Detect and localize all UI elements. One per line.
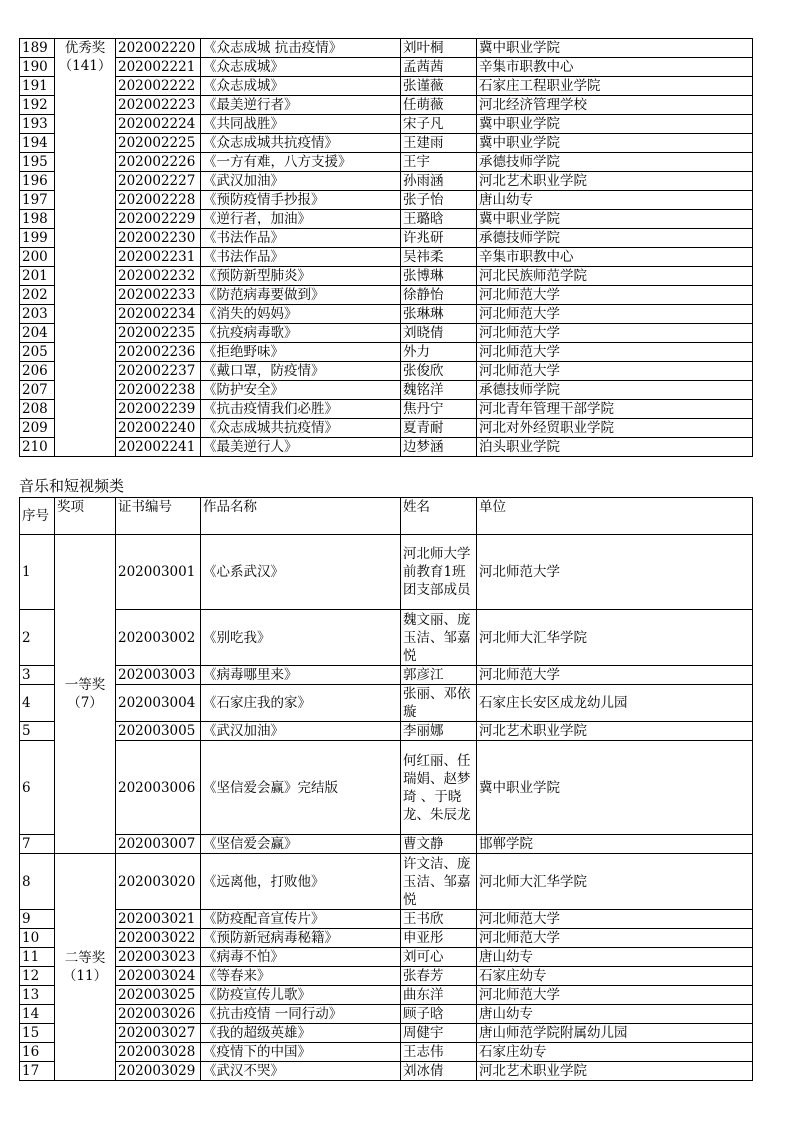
award-second-prize-cell — [55, 854, 116, 1081]
name-cell: 张丽、邓依璇 — [401, 685, 477, 722]
table-row — [20, 153, 753, 172]
serial-number-cell: 195 — [20, 153, 55, 172]
work-title-cell: 《防范病毒要做到》 — [201, 286, 401, 305]
name-cell: 周健宇 — [401, 1024, 477, 1043]
serial-number-cell: 205 — [20, 343, 55, 362]
organization-cell: 石家庄幼专 — [477, 967, 753, 986]
table-row — [20, 172, 753, 191]
table-row — [20, 134, 753, 153]
table-row — [20, 229, 753, 248]
organization-cell: 河北师范大学 — [477, 324, 753, 343]
certificate-number-cell: 202002222 — [116, 77, 201, 96]
table-row — [20, 929, 753, 948]
organization-cell: 冀中职业学院 — [477, 134, 753, 153]
certificate-number-cell: 202003029 — [116, 1062, 201, 1081]
work-title-cell: 《防疫宣传儿歌》 — [201, 986, 401, 1005]
award-label: 优秀奖 — [64, 40, 106, 56]
serial-number-cell: 209 — [20, 419, 55, 438]
table-row — [20, 835, 753, 854]
certificate-number-cell: 202003026 — [116, 1005, 201, 1024]
organization-cell: 河北师范大学 — [477, 666, 753, 685]
work-title-cell: 《众志成城》 — [201, 58, 401, 77]
organization-cell: 冀中职业学院 — [477, 115, 753, 134]
certificate-number-cell: 202002235 — [116, 324, 201, 343]
organization-cell: 唐山师范学院附属幼儿园 — [477, 1024, 753, 1043]
serial-number-cell: 206 — [20, 362, 55, 381]
serial-number-cell: 7 — [20, 835, 55, 854]
certificate-number-cell: 202003005 — [116, 722, 201, 741]
organization-cell: 河北师范大学 — [477, 362, 753, 381]
certificate-number-cell: 202002230 — [116, 229, 201, 248]
work-title-cell: 《众志成城》 — [201, 77, 401, 96]
table-row — [20, 381, 753, 400]
serial-number-cell: 10 — [20, 929, 55, 948]
organization-cell: 河北艺术职业学院 — [477, 1062, 753, 1081]
certificate-number-cell: 202002240 — [116, 419, 201, 438]
award-level-cell — [55, 39, 116, 457]
serial-number-cell: 9 — [20, 910, 55, 929]
serial-number-cell: 12 — [20, 967, 55, 986]
header-cell: 作品名称 — [201, 498, 401, 535]
award-table-music-video — [19, 497, 753, 1081]
serial-number-cell: 192 — [20, 96, 55, 115]
certificate-number-cell: 202003028 — [116, 1043, 201, 1062]
certificate-number-cell: 202002238 — [116, 381, 201, 400]
certificate-number-cell: 202002229 — [116, 210, 201, 229]
organization-cell: 辛集市职教中心 — [477, 58, 753, 77]
table-row — [20, 58, 753, 77]
name-cell: 任萌薇 — [401, 96, 477, 115]
work-title-cell: 《一方有难，八方支援》 — [201, 153, 401, 172]
name-cell: 申亚彤 — [401, 929, 477, 948]
name-cell: 徐静怡 — [401, 286, 477, 305]
name-cell: 李丽娜 — [401, 722, 477, 741]
work-title-cell: 《最美逆行人》 — [201, 438, 401, 457]
work-title-cell: 《消失的妈妈》 — [201, 305, 401, 324]
certificate-number-cell: 202002234 — [116, 305, 201, 324]
organization-cell: 石家庄幼专 — [477, 1043, 753, 1062]
certificate-number-cell: 202003025 — [116, 986, 201, 1005]
name-cell: 张博琳 — [401, 267, 477, 286]
serial-number-cell: 208 — [20, 400, 55, 419]
name-cell: 边梦涵 — [401, 438, 477, 457]
certificate-number-cell: 202003004 — [116, 685, 201, 722]
organization-cell: 河北艺术职业学院 — [477, 172, 753, 191]
serial-number-cell: 13 — [20, 986, 55, 1005]
table-row — [20, 286, 753, 305]
award-label: 一等奖 — [64, 677, 106, 693]
header-cell: 姓名 — [401, 498, 477, 535]
certificate-number-cell: 202002237 — [116, 362, 201, 381]
serial-number-cell: 14 — [20, 1005, 55, 1024]
work-title-cell: 《防疫配音宣传片》 — [201, 910, 401, 929]
certificate-number-cell: 202002232 — [116, 267, 201, 286]
serial-number-cell: 210 — [20, 438, 55, 457]
award-count: （7） — [67, 695, 103, 711]
work-title-cell: 《共同战胜》 — [201, 115, 401, 134]
organization-cell: 承德技师学院 — [477, 229, 753, 248]
name-cell: 夏青耐 — [401, 419, 477, 438]
name-cell: 焦丹宁 — [401, 400, 477, 419]
work-title-cell: 《坚信爱会赢》 — [201, 835, 401, 854]
certificate-number-cell: 202002220 — [116, 39, 201, 58]
table-row — [20, 610, 753, 666]
work-title-cell: 《预防疫情手抄报》 — [201, 191, 401, 210]
name-cell: 张子怡 — [401, 191, 477, 210]
table-row — [20, 305, 753, 324]
work-title-cell: 《戴口罩，防疫情》 — [201, 362, 401, 381]
work-title-cell: 《等春来》 — [201, 967, 401, 986]
header-cell: 奖项 — [55, 498, 116, 535]
name-cell: 魏铭洋 — [401, 381, 477, 400]
organization-cell: 冀中职业学院 — [477, 210, 753, 229]
certificate-number-cell: 202002221 — [116, 58, 201, 77]
serial-number-cell: 190 — [20, 58, 55, 77]
work-title-cell: 《武汉加油》 — [201, 172, 401, 191]
organization-cell: 唐山幼专 — [477, 191, 753, 210]
name-cell: 王璐晗 — [401, 210, 477, 229]
organization-cell: 河北青年管理干部学院 — [477, 400, 753, 419]
certificate-number-cell: 202003003 — [116, 666, 201, 685]
work-title-cell: 《病毒不怕》 — [201, 948, 401, 967]
serial-number-cell: 203 — [20, 305, 55, 324]
certificate-number-cell: 202002236 — [116, 343, 201, 362]
certificate-number-cell: 202003023 — [116, 948, 201, 967]
header-cell: 单位 — [477, 498, 753, 535]
work-title-cell: 《别吃我》 — [201, 610, 401, 666]
award-count: （141） — [58, 58, 112, 74]
organization-cell: 河北师大汇华学院 — [477, 854, 753, 910]
work-title-cell: 《众志成城共抗疫情》 — [201, 134, 401, 153]
table-row — [20, 666, 753, 685]
serial-number-cell: 194 — [20, 134, 55, 153]
name-cell: 张谨薇 — [401, 77, 477, 96]
table-row — [20, 419, 753, 438]
table-row — [20, 722, 753, 741]
table-row — [20, 854, 753, 910]
table-row — [20, 741, 753, 835]
serial-number-cell: 202 — [20, 286, 55, 305]
serial-number-cell: 8 — [20, 854, 55, 910]
name-cell: 宋子凡 — [401, 115, 477, 134]
serial-number-cell: 189 — [20, 39, 55, 58]
name-cell: 何红丽、任瑞娟、赵梦琦 、于晓龙、朱辰龙 — [401, 741, 477, 835]
name-cell: 孟茜茜 — [401, 58, 477, 77]
work-title-cell: 《抗击疫情我们必胜》 — [201, 400, 401, 419]
table-row — [20, 1043, 753, 1062]
certificate-number-cell: 202002225 — [116, 134, 201, 153]
organization-cell: 河北对外经贸职业学院 — [477, 419, 753, 438]
certificate-number-cell: 202003001 — [116, 535, 201, 610]
table-row — [20, 343, 753, 362]
table-row — [20, 967, 753, 986]
serial-number-cell: 17 — [20, 1062, 55, 1081]
section-title: 音乐和短视频类 — [19, 477, 125, 495]
serial-number-cell: 15 — [20, 1024, 55, 1043]
organization-cell: 河北师范大学 — [477, 305, 753, 324]
name-cell: 许兆研 — [401, 229, 477, 248]
name-cell: 曲东洋 — [401, 986, 477, 1005]
name-cell: 张琳琳 — [401, 305, 477, 324]
certificate-number-cell: 202003020 — [116, 854, 201, 910]
organization-cell: 泊头职业学院 — [477, 438, 753, 457]
certificate-number-cell: 202002227 — [116, 172, 201, 191]
table-row — [20, 910, 753, 929]
table-row — [20, 1005, 753, 1024]
certificate-number-cell: 202003024 — [116, 967, 201, 986]
serial-number-cell: 197 — [20, 191, 55, 210]
serial-number-cell: 11 — [20, 948, 55, 967]
organization-cell: 河北师范大学 — [477, 535, 753, 610]
serial-number-cell: 199 — [20, 229, 55, 248]
work-title-cell: 《书法作品》 — [201, 229, 401, 248]
organization-cell: 承德技师学院 — [477, 153, 753, 172]
table-row — [20, 248, 753, 267]
serial-number-cell: 201 — [20, 267, 55, 286]
table-row — [20, 96, 753, 115]
serial-number-cell: 4 — [20, 685, 55, 722]
name-cell: 刘晓倩 — [401, 324, 477, 343]
certificate-number-cell: 202003022 — [116, 929, 201, 948]
organization-cell: 河北师范大学 — [477, 910, 753, 929]
name-cell: 张春芳 — [401, 967, 477, 986]
organization-cell: 河北师范大学 — [477, 986, 753, 1005]
table-row — [20, 535, 753, 610]
table-row — [20, 324, 753, 343]
organization-cell: 河北师大汇华学院 — [477, 610, 753, 666]
serial-number-cell: 204 — [20, 324, 55, 343]
table-row — [20, 1024, 753, 1043]
table-row — [20, 948, 753, 967]
serial-number-cell: 16 — [20, 1043, 55, 1062]
work-title-cell: 《武汉加油》 — [201, 722, 401, 741]
certificate-number-cell: 202003027 — [116, 1024, 201, 1043]
award-label: 二等奖 — [64, 950, 106, 966]
work-title-cell: 《疫情下的中国》 — [201, 1043, 401, 1062]
organization-cell: 河北师范大学 — [477, 286, 753, 305]
serial-number-cell: 6 — [20, 741, 55, 835]
certificate-number-cell: 202003006 — [116, 741, 201, 835]
header-cell: 证书编号 — [116, 498, 201, 535]
table-row — [20, 685, 753, 722]
certificate-number-cell: 202003021 — [116, 910, 201, 929]
organization-cell: 唐山幼专 — [477, 948, 753, 967]
organization-cell: 河北经济管理学校 — [477, 96, 753, 115]
work-title-cell: 《最美逆行者》 — [201, 96, 401, 115]
work-title-cell: 《病毒哪里来》 — [201, 666, 401, 685]
name-cell: 吴祎柔 — [401, 248, 477, 267]
award-table-excellence — [19, 38, 753, 457]
organization-cell: 冀中职业学院 — [477, 39, 753, 58]
name-cell: 刘冰倩 — [401, 1062, 477, 1081]
work-title-cell: 《拒绝野味》 — [201, 343, 401, 362]
organization-cell: 河北艺术职业学院 — [477, 722, 753, 741]
certificate-number-cell: 202003002 — [116, 610, 201, 666]
organization-cell: 河北民族师范学院 — [477, 267, 753, 286]
organization-cell: 承德技师学院 — [477, 381, 753, 400]
name-cell: 刘叶桐 — [401, 39, 477, 58]
name-cell: 郭彦江 — [401, 666, 477, 685]
certificate-number-cell: 202002239 — [116, 400, 201, 419]
work-title-cell: 《预防新型肺炎》 — [201, 267, 401, 286]
work-title-cell: 《抗疫病毒歌》 — [201, 324, 401, 343]
organization-cell: 石家庄长安区成龙幼儿园 — [477, 685, 753, 722]
serial-number-cell: 198 — [20, 210, 55, 229]
table-row — [20, 438, 753, 457]
award-count: （11） — [62, 968, 108, 984]
organization-cell: 辛集市职教中心 — [477, 248, 753, 267]
organization-cell: 河北师范大学 — [477, 343, 753, 362]
certificate-number-cell: 202003007 — [116, 835, 201, 854]
name-cell: 外力 — [401, 343, 477, 362]
table-row — [20, 39, 753, 58]
table-row — [20, 400, 753, 419]
name-cell: 刘可心 — [401, 948, 477, 967]
award-first-prize-cell — [55, 535, 116, 854]
serial-number-cell: 200 — [20, 248, 55, 267]
certificate-number-cell: 202002224 — [116, 115, 201, 134]
name-cell: 王志伟 — [401, 1043, 477, 1062]
certificate-number-cell: 202002223 — [116, 96, 201, 115]
certificate-number-cell: 202002228 — [116, 191, 201, 210]
work-title-cell: 《我的超级英雄》 — [201, 1024, 401, 1043]
serial-number-cell: 1 — [20, 535, 55, 610]
table-row — [20, 115, 753, 134]
table-body — [20, 498, 753, 1081]
name-cell: 河北师大学前教育1班团支部成员 — [401, 535, 477, 610]
serial-number-cell: 207 — [20, 381, 55, 400]
name-cell: 王建雨 — [401, 134, 477, 153]
serial-number-cell: 191 — [20, 77, 55, 96]
organization-cell: 河北师范大学 — [477, 929, 753, 948]
table-row — [20, 1062, 753, 1081]
name-cell: 曹文静 — [401, 835, 477, 854]
work-title-cell: 《心系武汉》 — [201, 535, 401, 610]
work-title-cell: 《书法作品》 — [201, 248, 401, 267]
name-cell: 许文洁、庞玉洁、邹嘉悦 — [401, 854, 477, 910]
name-cell: 魏文丽、庞玉洁、邹嘉悦 — [401, 610, 477, 666]
certificate-number-cell: 202002226 — [116, 153, 201, 172]
work-title-cell: 《众志成城共抗疫情》 — [201, 419, 401, 438]
work-title-cell: 《远离他，打败他》 — [201, 854, 401, 910]
table-row — [20, 986, 753, 1005]
work-title-cell: 《武汉不哭》 — [201, 1062, 401, 1081]
name-cell: 王宇 — [401, 153, 477, 172]
organization-cell: 邯郸学院 — [477, 835, 753, 854]
work-title-cell: 《坚信爱会赢》完结版 — [201, 741, 401, 835]
certificate-number-cell: 202002241 — [116, 438, 201, 457]
work-title-cell: 《抗击疫情 一同行动》 — [201, 1005, 401, 1024]
organization-cell: 唐山幼专 — [477, 1005, 753, 1024]
name-cell: 孙雨涵 — [401, 172, 477, 191]
serial-number-cell: 5 — [20, 722, 55, 741]
work-title-cell: 《预防新冠病毒秘籍》 — [201, 929, 401, 948]
table-row — [20, 267, 753, 286]
table-row — [20, 191, 753, 210]
header-cell: 序号 — [20, 498, 55, 535]
work-title-cell: 《逆行者，加油》 — [201, 210, 401, 229]
serial-number-cell: 2 — [20, 610, 55, 666]
certificate-number-cell: 202002231 — [116, 248, 201, 267]
table-body — [20, 39, 753, 457]
name-cell: 张俊欣 — [401, 362, 477, 381]
serial-number-cell: 196 — [20, 172, 55, 191]
organization-cell: 石家庄工程职业学院 — [477, 77, 753, 96]
work-title-cell: 《防护安全》 — [201, 381, 401, 400]
serial-number-cell: 3 — [20, 666, 55, 685]
header-row — [20, 498, 753, 535]
table-row — [20, 362, 753, 381]
work-title-cell: 《众志成城 抗击疫情》 — [201, 39, 401, 58]
work-title-cell: 《石家庄我的家》 — [201, 685, 401, 722]
serial-number-cell: 193 — [20, 115, 55, 134]
name-cell: 王书欣 — [401, 910, 477, 929]
table-row — [20, 210, 753, 229]
organization-cell: 冀中职业学院 — [477, 741, 753, 835]
table-row — [20, 77, 753, 96]
name-cell: 顾子晗 — [401, 1005, 477, 1024]
certificate-number-cell: 202002233 — [116, 286, 201, 305]
